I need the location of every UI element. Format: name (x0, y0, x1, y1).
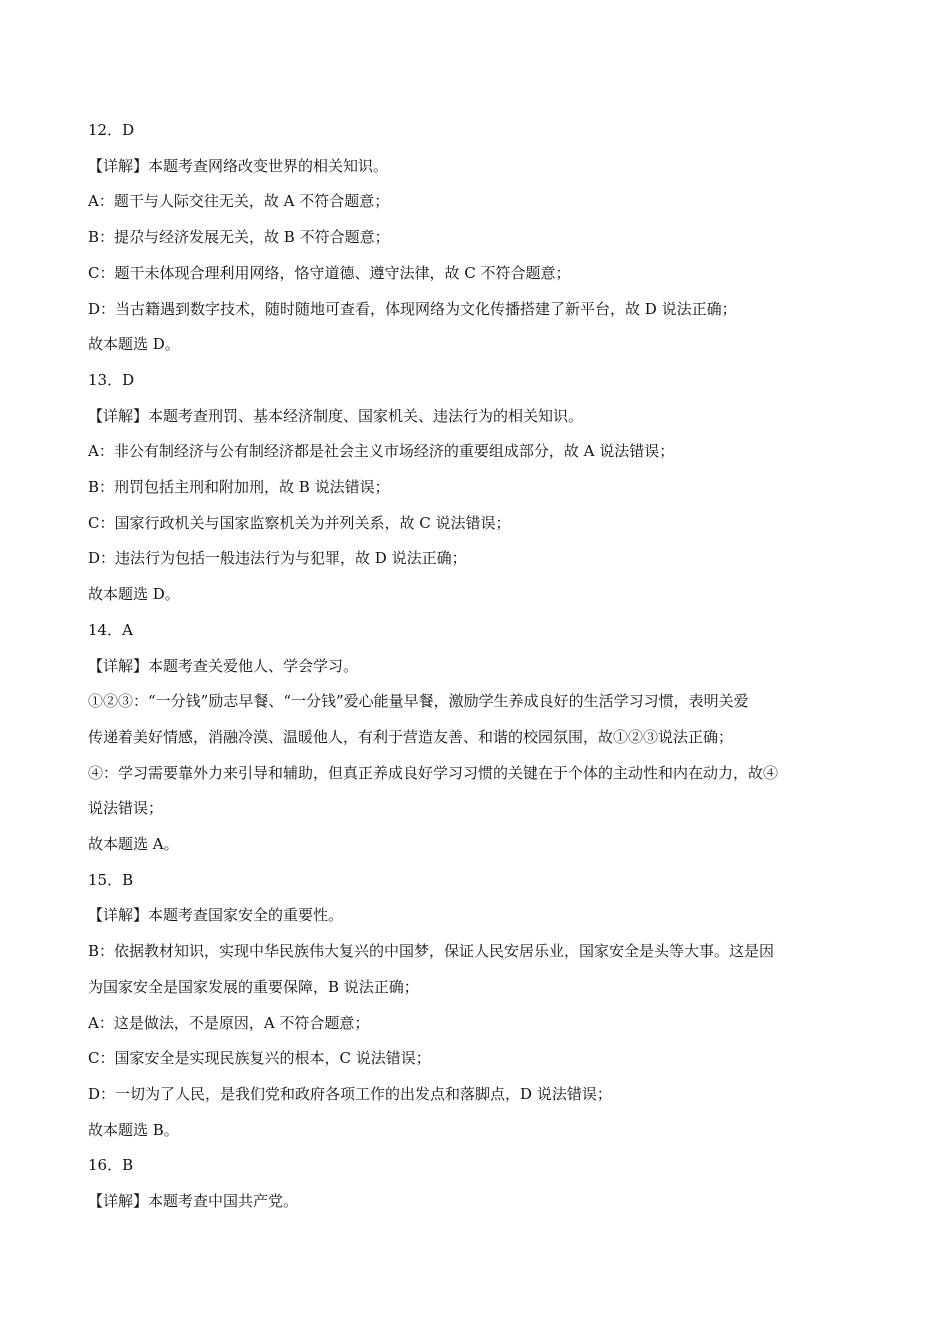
answer-15-option-d: D：一切为了人民，是我们党和政府各项工作的出发点和落脚点，D 说法错误； (88, 1084, 612, 1103)
answer-13-conclusion: 故本题选 D。 (88, 585, 180, 604)
answer-13-option-a: A：非公有制经济与公有制经济都是社会主义市场经济的重要组成部分，故 A 说法错误； (88, 442, 675, 461)
answer-13-option-b: B：刑罚包括主刑和附加刑，故 B 说法错误； (88, 478, 390, 497)
answer-14-option-4-line-1: ④：学习需要靠外力来引导和辅助，但真正养成良好学习习惯的关键在于个体的主动性和内在动力，故④ (88, 763, 779, 782)
answer-12-option-c: C：题干未体现合理利用网络，恪守道德、遵守法律，故 C 不符合题意； (88, 263, 571, 282)
answer-13-option-d: D：违法行为包括一般违法行为与犯罪，故 D 说法正确； (88, 549, 467, 568)
answer-15-detail: 【详解】本题考查国家安全的重要性。 (88, 906, 344, 925)
answer-15-option-b-line-2: 为国家安全是国家发展的重要保障，B 说法正确； (88, 977, 419, 996)
answer-14-option-4-line-2: 说法错误； (88, 799, 164, 818)
answer-14-detail: 【详解】本题考查关爱他人、学会学习。 (88, 656, 359, 675)
answer-16-heading: 16．B (88, 1156, 134, 1175)
document-page (88, 113, 863, 1220)
answer-12-heading: 12．D (88, 121, 135, 139)
answer-13-detail: 【详解】本题考查刑罚、基本经济制度、国家机关、违法行为的相关知识。 (88, 406, 584, 425)
answer-14-option-123-line-1: ①②③：“一分钱”励志早餐、“一分钱”爱心能量早餐，激励学生养成良好的生活学习习惯，表明关爱 (88, 692, 749, 711)
answer-15-option-b-line-1: B：依据教材知识，实现中华民族伟大复兴的中国梦，保证人民安居乐业，国家安全是头等大事。这是因 (88, 942, 775, 961)
answer-13-heading: 13．D (88, 370, 135, 389)
answer-12-detail: 【详解】本题考查网络改变世界的相关知识。 (88, 156, 389, 175)
answer-15-option-a: A：这是做法，不是原因，A 不符合题意； (88, 1013, 370, 1032)
answer-15-heading: 15．B (88, 870, 134, 889)
answer-16-detail: 【详解】本题考查中国共产党。 (88, 1192, 299, 1211)
answer-12-conclusion: 故本题选 D。 (88, 335, 180, 354)
answer-15-option-c: C：国家安全是实现民族复兴的根本，C 说法错误； (88, 1049, 431, 1068)
answer-14-heading: 14．A (88, 620, 133, 639)
answer-12-option-d: D：当古籍遇到数字技术，随时随地可查看，体现网络为文化传播搭建了新平台，故 D 说法正确； (88, 299, 737, 318)
answer-14-conclusion: 故本题选 A。 (88, 835, 179, 854)
answer-14-option-123-line-2: 传递着美好情感，消融冷漠、温暖他人，有利于营造友善、和谐的校园氛围，故①②③说法正确； (88, 727, 734, 746)
answer-13-option-c: C：国家行政机关与国家监察机关为并列关系，故 C 说法错误； (88, 513, 511, 532)
answer-15-conclusion: 故本题选 B。 (88, 1120, 179, 1139)
answer-12-option-a: A：题干与人际交往无关，故 A 不符合题意； (88, 192, 390, 211)
answer-12-option-b: B：提尕与经济发展无关，故 B 不符合题意； (88, 228, 390, 247)
